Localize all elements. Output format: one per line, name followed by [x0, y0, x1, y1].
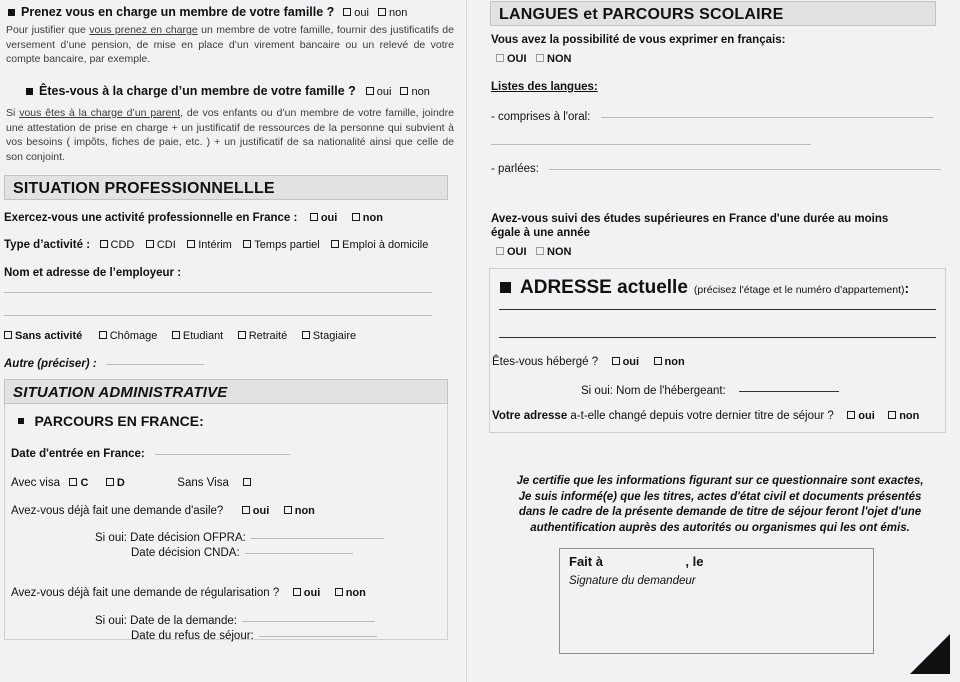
prise-en-charge-non-option[interactable]	[378, 3, 407, 21]
section-header-situation-administrative: SITUATION ADMINISTRATIVE	[4, 379, 448, 404]
langues-parlees-label: - parlées:	[491, 163, 539, 175]
activite-non-option[interactable]	[352, 208, 383, 225]
checkbox-icon[interactable]	[331, 240, 339, 248]
francais-non-option[interactable]	[536, 49, 571, 66]
option-label: Temps partiel	[254, 239, 320, 251]
checkbox-icon[interactable]	[847, 411, 855, 419]
checkbox-icon[interactable]	[238, 331, 246, 339]
checkbox-icon[interactable]	[888, 411, 896, 419]
checkbox-icon[interactable]	[536, 247, 544, 255]
question-prise-en-charge-label: Prenez vous en charge un membre de votre famille ?	[21, 5, 335, 19]
statut-sans-activite-option[interactable]	[4, 326, 82, 343]
signature-caption-label: Signature du demandeur	[569, 575, 696, 587]
help-text-part1: Si	[6, 107, 20, 119]
certification-line-4: authentification auprès des autorités ou organismes qui les ont émis.	[530, 521, 910, 534]
cnda-input-line[interactable]	[245, 552, 353, 554]
date-refus-label: Date du refus de séjour:	[131, 630, 254, 642]
option-label: oui	[622, 356, 640, 368]
option-label: NON	[547, 246, 572, 258]
date-entree-row	[11, 444, 290, 462]
help-text-underlined: vous prenez en charge	[89, 24, 198, 36]
section-header-langues-parcours-scolaire: LANGUES et PARCOURS SCOLAIRE	[490, 1, 936, 26]
checkbox-icon[interactable]	[69, 478, 77, 486]
checkbox-icon[interactable]	[302, 331, 310, 339]
le-label: , le	[685, 554, 704, 569]
langues-orales-input-line[interactable]	[601, 116, 933, 118]
visa-d-option[interactable]	[106, 473, 125, 490]
checkbox-icon[interactable]	[187, 240, 195, 248]
type-activite-row	[4, 235, 454, 253]
certification-line-1: Je certifie que les informations figurant sur ce questionnaire sont exactes,	[516, 475, 924, 487]
type-activite-emploi-domicile-option[interactable]	[331, 235, 428, 252]
situation-administrative-box	[4, 404, 448, 640]
adresse-changee-label-bold: Votre adresse	[492, 410, 568, 422]
checkbox-icon[interactable]	[654, 357, 662, 365]
ofpra-label: Si oui: Date décision OFPRA:	[95, 532, 246, 544]
parcours-en-france-heading: PARCOURS EN FRANCE:	[34, 413, 204, 429]
activite-professionnelle-row	[4, 208, 454, 226]
certification-line-2: Je suis informé(e) que les titres, actes d'état civil et documents présentés	[518, 490, 922, 503]
statut-stagiaire-option[interactable]	[302, 326, 356, 343]
langues-orales-colon: :	[587, 111, 591, 123]
demande-asile-oui-option[interactable]	[242, 501, 270, 518]
cnda-row	[131, 543, 353, 561]
heberge-label: Êtes-vous hébergé ?	[492, 356, 599, 368]
help-text-underlined: vous êtes à la charge d’un parent	[19, 107, 181, 119]
option-label: OUI	[507, 246, 527, 258]
etudes-superieures-block	[491, 213, 946, 260]
francais-oui-option[interactable]	[496, 49, 527, 66]
autre-preciser-row	[4, 354, 204, 372]
date-demande-input-line[interactable]	[242, 620, 375, 622]
langues-orales-label: - comprises à l'oral	[491, 111, 588, 123]
sans-visa-option[interactable]	[243, 473, 254, 490]
autre-preciser-input-line[interactable]	[106, 363, 204, 365]
option-label: CDI	[156, 239, 176, 251]
avec-visa-label: Avec visa	[11, 477, 61, 489]
demande-asile-label: Avez-vous déjà fait une demande d'asile?	[11, 505, 224, 517]
certification-text	[490, 474, 950, 536]
adresse-changee-non-option[interactable]	[888, 406, 919, 423]
activite-question-label: Exercez-vous une activité professionnelle en France :	[4, 212, 298, 224]
option-label: oui	[354, 7, 369, 19]
type-activite-cdi-option[interactable]	[146, 235, 176, 252]
type-activite-interim-option[interactable]	[187, 235, 232, 252]
option-label: oui	[252, 505, 270, 517]
demande-asile-non-option[interactable]	[284, 501, 315, 518]
option-label: CDD	[110, 239, 135, 251]
fait-a-label: Fait à	[569, 554, 603, 569]
langues-orales-input-line-2[interactable]	[491, 144, 811, 145]
listes-des-langues-label: Listes des langues:	[491, 81, 598, 93]
checkbox-icon[interactable]	[612, 357, 620, 365]
option-label: non	[899, 410, 920, 422]
adresse-changee-row	[492, 406, 957, 424]
checkbox-icon[interactable]	[366, 87, 374, 95]
help-text-part2: , de vos enfants ou d’un membre de votre famille, joindre une attestation de prise en charge + un justificatif de ressources de la personne qui subvient à vos besoins ( impôts, fiches de paie, etc. ) + un justificatif de sa nationalité ainsi que celle de son conjoint.	[6, 107, 454, 163]
adresse-actuelle-hint: (précisez l'étage et le numéro d'appartement)	[693, 284, 905, 296]
option-label: D	[116, 477, 125, 489]
type-activite-label: Type d’activité :	[4, 239, 91, 251]
employeur-label: Nom et adresse de l’employeur :	[4, 267, 182, 279]
checkbox-icon[interactable]	[335, 588, 343, 596]
bullet-square-icon	[18, 418, 24, 424]
option-label: oui	[303, 587, 321, 599]
visa-c-option[interactable]	[69, 473, 88, 490]
question-a-la-charge-label: Êtes-vous à la charge d’un membre de votre famille ?	[39, 84, 356, 98]
date-entree-input-line[interactable]	[155, 453, 290, 455]
checkbox-icon[interactable]	[496, 247, 504, 255]
statut-etudiant-option[interactable]	[172, 326, 223, 343]
checkbox-icon[interactable]	[310, 213, 318, 221]
checkbox-icon[interactable]	[106, 478, 114, 486]
adresse-input-line-1[interactable]	[499, 309, 936, 310]
checkbox-icon[interactable]	[293, 588, 301, 596]
checkbox-icon[interactable]	[400, 87, 408, 95]
question-a-la-charge	[26, 82, 466, 100]
option-label: non	[664, 356, 685, 368]
regularisation-oui-option[interactable]	[293, 583, 321, 600]
visa-row	[11, 473, 431, 491]
checkbox-icon[interactable]	[284, 506, 292, 514]
nom-hebergeant-input-line[interactable]	[739, 390, 839, 392]
statut-chomage-option[interactable]	[99, 326, 158, 343]
heberge-oui-option[interactable]	[612, 352, 640, 369]
adresse-input-line-2[interactable]	[499, 337, 936, 338]
type-activite-cdd-option[interactable]	[100, 235, 135, 252]
etudes-oui-option[interactable]	[496, 242, 527, 259]
expression-francais-block	[491, 34, 941, 67]
adresse-actuelle-heading: ADRESSE actuelle	[520, 277, 688, 298]
signature-fait-a-row	[569, 553, 869, 571]
nom-hebergeant-label: Si oui: Nom de l'hébergeant:	[581, 385, 726, 397]
statut-row	[4, 326, 454, 344]
option-label: Etudiant	[182, 330, 224, 342]
column-divider	[466, 0, 467, 682]
option-label: Emploi à domicile	[342, 239, 429, 251]
option-label: non	[362, 212, 383, 224]
demande-asile-row	[11, 501, 441, 519]
prise-en-charge-help-text	[6, 23, 454, 67]
help-text-part1: Pour justifier que	[6, 24, 90, 36]
checkbox-icon[interactable]	[243, 478, 251, 486]
demande-regularisation-label: Avez-vous déjà fait une demande de régularisation ?	[11, 587, 280, 599]
option-label: oui	[858, 410, 875, 422]
employeur-input-line-1[interactable]	[4, 292, 432, 293]
checkbox-icon[interactable]	[378, 8, 386, 16]
listes-des-langues-heading	[491, 77, 598, 95]
cnda-label: Date décision CNDA:	[131, 547, 240, 559]
date-entree-label: Date d'entrée en France:	[11, 448, 145, 460]
employeur-input-line-2[interactable]	[4, 315, 432, 316]
heberge-row	[492, 352, 932, 370]
option-label: non	[411, 86, 430, 98]
nom-hebergeant-row	[581, 381, 839, 399]
bullet-square-icon	[500, 282, 511, 293]
langues-parlees-row	[491, 159, 951, 177]
etudes-superieures-question-line2: égale à une année	[491, 227, 591, 239]
checkbox-icon[interactable]	[100, 240, 108, 248]
checkbox-icon[interactable]	[243, 240, 251, 248]
date-refus-input-line[interactable]	[259, 635, 377, 637]
checkbox-icon[interactable]	[536, 54, 544, 62]
date-demande-label: Si oui: Date de la demande:	[95, 615, 237, 627]
bullet-square-icon	[26, 88, 33, 95]
option-label: non	[345, 587, 366, 599]
adresse-changee-label-rest: a-t-elle changé depuis votre dernier titre de séjour ?	[567, 410, 834, 422]
etudes-non-option[interactable]	[536, 242, 571, 259]
ofpra-input-line[interactable]	[251, 537, 384, 539]
option-label: oui	[376, 86, 392, 98]
certification-line-3: dans le cadre de la présente demande de titre de séjour feront l'ojet d'une	[518, 506, 922, 518]
section-header-situation-professionnelle: SITUATION PROFESSIONNELLLE	[4, 175, 448, 200]
regularisation-non-option[interactable]	[335, 583, 366, 600]
page-corner-marker-icon	[910, 634, 950, 674]
option-label: non	[388, 7, 408, 19]
a-la-charge-help-text	[6, 106, 454, 164]
checkbox-icon[interactable]	[4, 331, 12, 339]
autre-preciser-label: Autre (préciser) :	[4, 358, 97, 370]
checkbox-icon[interactable]	[242, 506, 250, 514]
checkbox-icon[interactable]	[99, 331, 107, 339]
right-column	[480, 0, 960, 682]
langues-orales-row	[491, 107, 951, 125]
demande-regularisation-row	[11, 583, 451, 601]
option-label: non	[294, 505, 315, 517]
option-label: OUI	[507, 53, 527, 65]
option-label: NON	[547, 53, 572, 65]
bullet-square-icon	[8, 9, 15, 16]
checkbox-icon[interactable]	[146, 240, 154, 248]
question-prise-en-charge	[8, 3, 458, 21]
left-column	[0, 0, 466, 682]
activite-oui-option[interactable]	[310, 208, 338, 225]
checkbox-icon[interactable]	[343, 8, 351, 16]
checkbox-icon[interactable]	[172, 331, 180, 339]
a-la-charge-non-option[interactable]	[400, 82, 429, 100]
adresse-actuelle-heading-row	[500, 277, 940, 299]
option-label: Stagiaire	[312, 330, 357, 342]
a-la-charge-oui-option[interactable]	[366, 82, 392, 100]
employeur-label-row	[4, 263, 181, 281]
help-text-part2: un membre de votre famille, fournir des justificatifs de versement d’une pension, de mise en place d’un virement bancaire ou un relevé de votre compte bancaire, par exemple.	[6, 24, 454, 65]
expression-francais-question: Vous avez la possibilité de vous exprimer en français:	[491, 34, 786, 46]
sans-visa-label: Sans Visa	[177, 477, 229, 489]
parcours-en-france-heading-row	[18, 413, 204, 431]
type-activite-temps-partiel-option[interactable]	[243, 235, 319, 252]
option-label: Sans activité	[15, 330, 83, 342]
option-label: Intérim	[198, 239, 232, 251]
checkbox-icon[interactable]	[352, 213, 360, 221]
option-label: Retraité	[248, 330, 288, 342]
option-label: Chômage	[109, 330, 158, 342]
statut-retraite-option[interactable]	[238, 326, 288, 343]
prise-en-charge-oui-option[interactable]	[343, 3, 369, 21]
langues-parlees-input-line[interactable]	[549, 168, 941, 170]
checkbox-icon[interactable]	[496, 54, 504, 62]
option-label: C	[80, 477, 89, 489]
adresse-changee-oui-option[interactable]	[847, 406, 875, 423]
adresse-actuelle-hint-colon: :	[904, 280, 910, 296]
signature-caption	[569, 571, 696, 589]
etudes-superieures-question-line1: Avez-vous suivi des études supérieures en France d'une durée au moins	[491, 213, 889, 225]
heberge-non-option[interactable]	[654, 352, 685, 369]
option-label: oui	[320, 212, 338, 224]
date-refus-row	[131, 626, 377, 644]
